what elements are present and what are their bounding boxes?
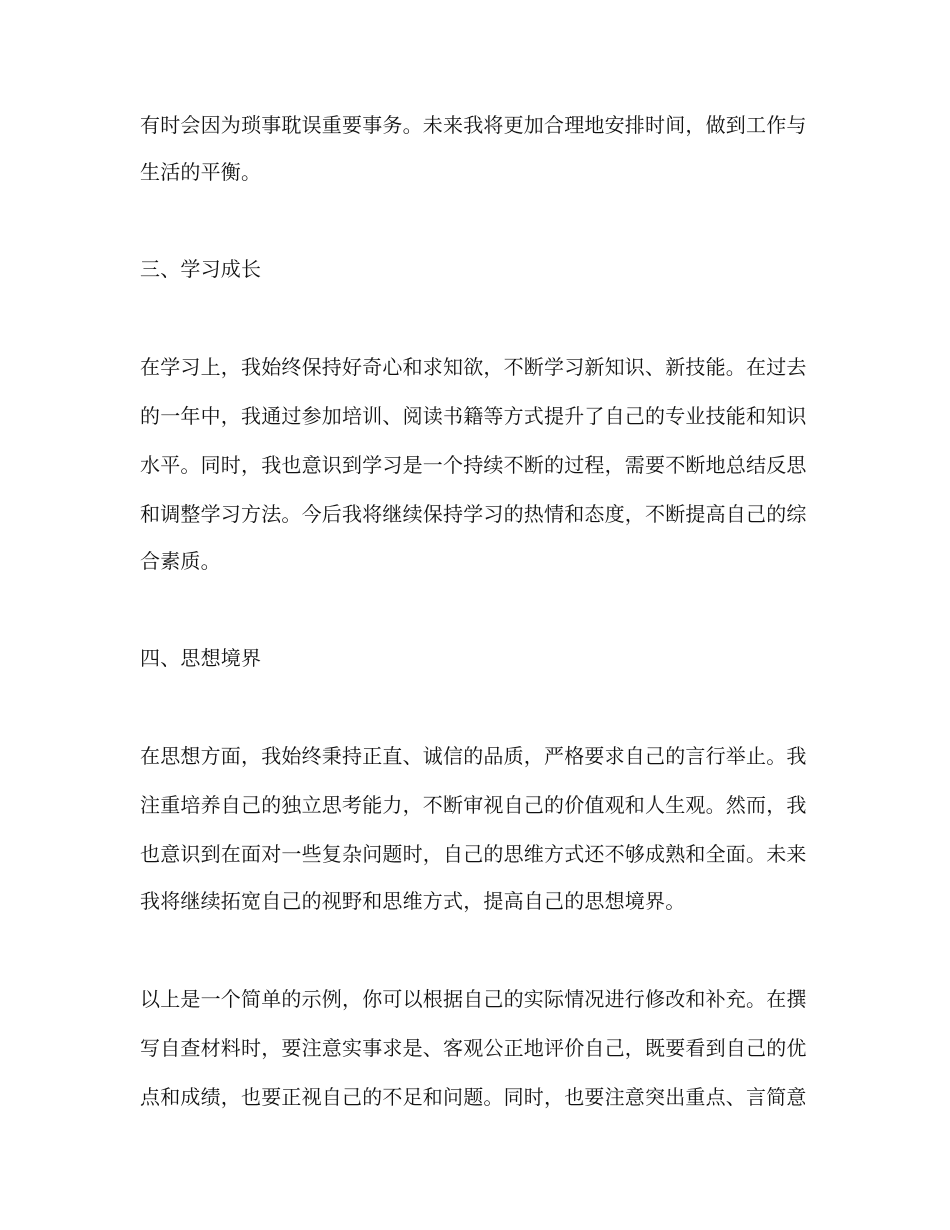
section-heading-learning: 三、学习成长	[140, 257, 262, 281]
paragraph-line: 点和成绩，也要正视自己的不足和问题。同时，也要注意突出重点、言简意	[140, 1085, 807, 1109]
paragraph-line: 水平。同时，我也意识到学习是一个持续不断的过程，需要不断地总结反思	[140, 453, 807, 477]
paragraph-line: 有时会因为琐事耽误重要事务。未来我将更加合理地安排时间，做到工作与	[140, 113, 807, 137]
paragraph-line: 注重培养自己的独立思考能力，不断审视自己的价值观和人生观。然而，我	[140, 793, 807, 817]
section-heading-thinking: 四、思想境界	[140, 646, 262, 670]
paragraph-line: 以上是一个简单的示例，你可以根据自己的实际情况进行修改和补充。在撰	[140, 987, 807, 1011]
paragraph-line: 生活的平衡。	[140, 160, 262, 184]
paragraph-line: 和调整学习方法。今后我将继续保持学习的热情和态度，不断提高自己的综	[140, 502, 807, 526]
paragraph-line: 合素质。	[140, 549, 221, 573]
paragraph-line: 我将继续拓宽自己的视野和思维方式，提高自己的思想境界。	[140, 889, 686, 913]
paragraph-line: 的一年中，我通过参加培训、阅读书籍等方式提升了自己的专业技能和知识	[140, 404, 807, 428]
paragraph-line: 写自查材料时，要注意实事求是、客观公正地评价自己，既要看到自己的优	[140, 1036, 807, 1060]
paragraph-line: 在思想方面，我始终秉持正直、诚信的品质，严格要求自己的言行举止。我	[140, 744, 807, 768]
paragraph-line: 也意识到在面对一些复杂问题时，自己的思维方式还不够成熟和全面。未来	[140, 842, 807, 866]
paragraph-line: 在学习上，我始终保持好奇心和求知欲，不断学习新知识、新技能。在过去	[140, 355, 807, 379]
